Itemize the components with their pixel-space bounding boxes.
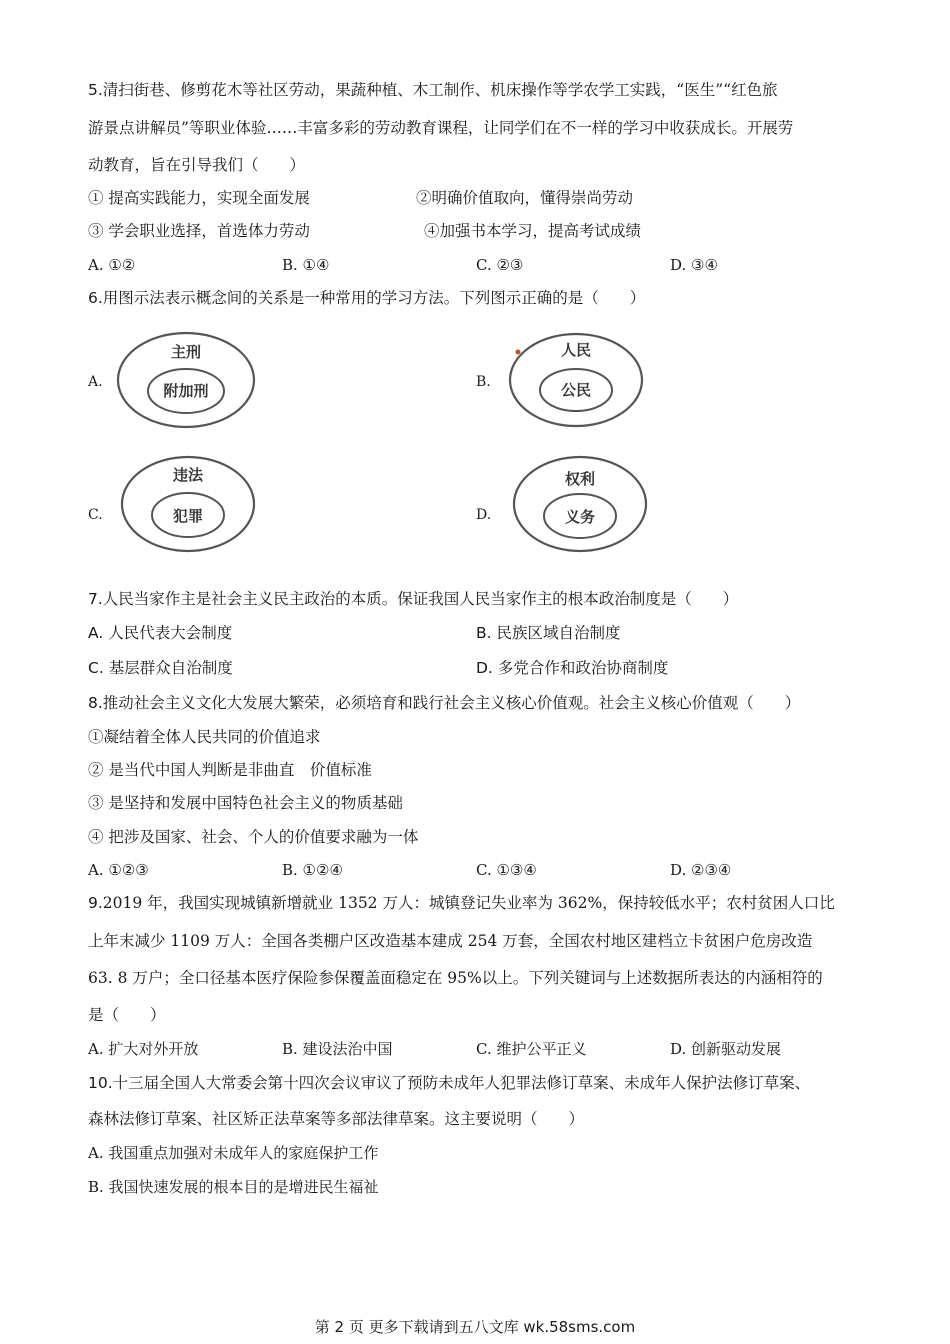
q6-diagram-b-inner-label: 公民 [560,381,592,399]
q6-diagram-b[interactable] [506,330,646,430]
q5-statement-3: ③ 学会职业选择，首选体力劳动 [88,222,310,240]
q6-diagram-d-inner-label: 义务 [564,508,596,526]
q8-statement-4: ④ 把涉及国家、社会、个人的价值要求融为一体 [88,828,419,846]
q5-statement-4: ④加强书本学习，提高考试成绩 [424,222,642,240]
q9-line1: 9.2019 年，我国实现城镇新增就业 1352 万人：城镇登记失业率为 362%，保持较低水平；农村贫困人口比 [88,894,835,912]
q9-line2: 上年末减少 1109 万人：全国各类棚户区改造基本建成 254 万套，全国农村地区建档立卡贫困户危房改造 [88,932,813,950]
q6-diagram-b-outer-label: 人民 [560,341,592,359]
q7-option-b[interactable]: B. 民族区域自治制度 [476,624,621,642]
q7-option-a[interactable]: A. 人民代表大会制度 [88,624,233,642]
q6-number: 6. [88,289,103,307]
q6-question: 6.用图示法表示概念间的关系是一种常用的学习方法。下列图示正确的是（ ） [88,289,646,307]
stray-dot-mark [516,350,521,355]
q6-option-b-letter[interactable]: B. [476,374,491,390]
q5-number: 5. [88,81,103,99]
q8-statement-2: ② 是当代中国人判断是非曲直 价值标准 [88,761,372,779]
q5-statement-1: ① 提高实践能力，实现全面发展 [88,189,310,207]
q10-number: 10. [88,1074,113,1092]
q5-option-c[interactable]: C. ②③ [476,256,524,274]
q7-question: 7.人民当家作主是社会主义民主政治的本质。保证我国人民当家作主的根本政治制度是（ ） [88,590,739,608]
q7-number: 7. [88,590,103,608]
q7-option-d[interactable]: D. 多党合作和政治协商制度 [476,659,669,677]
q9-option-c[interactable]: C. 维护公平正义 [476,1040,587,1058]
q6-diagram-c-outer-label: 违法 [172,466,204,484]
q5-option-a[interactable]: A. ①② [88,256,136,274]
q6-diagram-a-inner-label: 附加刑 [163,382,209,400]
q9-line4: 是（ ） [88,1006,166,1024]
q9-option-d[interactable]: D. 创新驱动发展 [670,1040,782,1058]
q8-option-c[interactable]: C. ①③④ [476,861,537,879]
q8-number: 8. [88,694,103,712]
q5-line3: 动教育，旨在引导我们（ ） [88,156,306,174]
q10-line2: 森林法修订草案、社区矫正法草案等多部法律草案。这主要说明（ ） [88,1110,585,1128]
q5-option-b[interactable]: B. ①④ [282,256,330,274]
q6-diagram-a[interactable] [116,330,256,430]
q9-line3: 63. 8 万户；全口径基本医疗保险参保覆盖面稳定在 95%以上。下列关键词与上述数据所表达的内涵相符的 [88,969,823,987]
q10-option-b[interactable]: B. 我国快速发展的根本目的是增进民生福祉 [88,1178,379,1196]
q8-option-a[interactable]: A. ①②③ [88,861,149,879]
q9-option-b[interactable]: B. 建设法治中国 [282,1040,393,1058]
q5-line2: 游景点讲解员”等职业体验……丰富多彩的劳动教育课程，让同学们在不一样的学习中收获成长。开展劳 [88,119,794,137]
q9-number: 9. [88,894,103,912]
q6-diagram-c[interactable] [120,454,256,554]
q6-option-a-letter[interactable]: A. [88,374,103,390]
q10-line1: 10.十三届全国人大常委会第十四次会议审议了预防未成年人犯罪法修订草案、未成年人保护法修订草案、 [88,1074,811,1092]
q6-diagram-d[interactable] [512,454,648,554]
q10-option-a[interactable]: A. 我国重点加强对未成年人的家庭保护工作 [88,1144,379,1162]
q8-question: 8.推动社会主义文化大发展大繁荣，必须培育和践行社会主义核心价值观。社会主义核心价值观（ ） [88,694,801,712]
q8-statement-3: ③ 是坚持和发展中国特色社会主义的物质基础 [88,794,403,812]
q6-option-d-letter[interactable]: D. [476,507,492,523]
q5-line1: 5.清扫街巷、修剪花木等社区劳动，果蔬种植、木工制作、机床操作等学农学工实践，“医生”“红色旅 [88,81,778,99]
q8-option-d[interactable]: D. ②③④ [670,861,732,879]
page-footer: 第 2 页 更多下载请到五八文库 wk.58sms.com [314,1318,636,1336]
q9-option-a[interactable]: A. 扩大对外开放 [88,1040,199,1058]
q5-statement-2: ②明确价值取向，懂得崇尚劳动 [416,189,634,207]
q7-option-c[interactable]: C. 基层群众自治制度 [88,659,233,677]
q8-option-b[interactable]: B. ①②④ [282,861,343,879]
q6-diagram-c-inner-label: 犯罪 [172,507,204,525]
q8-statement-1: ①凝结着全体人民共同的价值追求 [88,728,321,746]
q6-diagram-a-outer-label: 主刑 [170,343,202,361]
q6-diagram-d-outer-label: 权利 [564,470,596,488]
q6-option-c-letter[interactable]: C. [88,507,103,523]
q5-option-d[interactable]: D. ③④ [670,256,718,274]
